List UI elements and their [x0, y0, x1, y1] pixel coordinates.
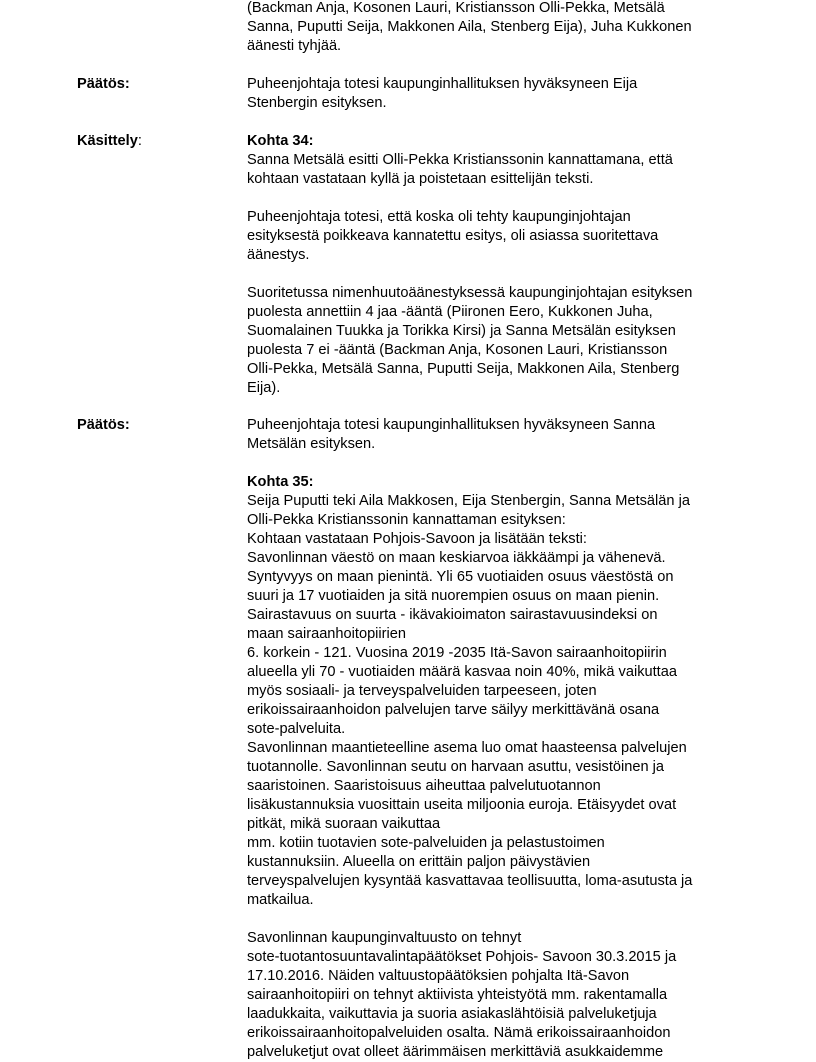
text-line: Suomalainen Tuukka ja Torikka Kirsi) ja Sanna Metsälän esityksen: [247, 323, 676, 339]
text-line: erikoissairaanhoitopalveluiden osalta. Nämä erikoissairaanhoidon: [247, 1025, 671, 1041]
item-35-text: [247, 473, 747, 1062]
text-line: sote-tuotantosuuntavalintapäätökset Pohjois- Savoon 30.3.2015 ja: [247, 949, 677, 965]
text-line: äänestys.: [247, 247, 310, 263]
text-line: pitkät, mikä suoraan vaikuttaa: [247, 816, 441, 832]
text-line: mm. kotiin tuotavien sote-palveluiden ja pelastustoimen: [247, 835, 605, 851]
text-line: Savonlinnan kaupunginvaltuusto on tehnyt: [247, 930, 522, 946]
handling-label: [77, 132, 142, 151]
text-line: Kohtaan vastataan Pohjois-Savoon ja lisätään teksti:: [247, 531, 587, 547]
handling-label-colon: :: [137, 133, 142, 149]
text-line: lisäkustannuksia vuosittain useita miljoonia euroja. Etäisyydet ovat: [247, 797, 677, 813]
text-line: äänesti tyhjää.: [247, 38, 342, 54]
text-line: Savonlinnan väestö on maan keskiarvoa iäkkäämpi ja vähenevä.: [247, 550, 666, 566]
text-line: Syntyvyys on maan pienintä. Yli 65 vuotiaiden osuus väestöstä on: [247, 569, 674, 585]
item-heading-35: Kohta 35:: [247, 474, 314, 490]
text-line: 6. korkein - 121. Vuosina 2019 -2035 Itä-Savon sairaanhoitopiirin: [247, 645, 667, 661]
decision-label: Päätös:: [77, 76, 130, 92]
text-line: Eija).: [247, 380, 281, 396]
text-line: alueella yli 70 - vuotiaiden määrä kasvaa noin 40%, mikä vaikuttaa: [247, 664, 677, 680]
text-line: Olli-Pekka, Metsälä Sanna, Puputti Seija, Makkonen Aila, Stenberg: [247, 361, 680, 377]
text-line: erikoissairaanhoidon palvelujen tarve säilyy merkittävänä osana: [247, 702, 660, 718]
text-line: Seija Puputti teki Aila Makkosen, Eija Stenbergin, Sanna Metsälän ja: [247, 493, 690, 509]
text-line: Olli-Pekka Kristianssonin kannattaman esityksen:: [247, 512, 566, 528]
text-line: kustannuksiin. Alueella on erittäin paljon päivystävien: [247, 854, 591, 870]
text-line: kohtaan vastataan kyllä ja poistetaan esittelijän teksti.: [247, 171, 594, 187]
text-line: Savonlinnan maantieteelline asema luo omat haasteensa palvelujen: [247, 740, 687, 756]
paragraph-gap: [247, 265, 747, 284]
item-heading-34: Kohta 34:: [247, 133, 314, 149]
text-line: saaristoinen. Saaristoisuus aiheuttaa palvelutuotannon: [247, 778, 601, 794]
text-line: Sairastavuus on suurta - ikävakioimaton sairastavuusindeksi on: [247, 607, 658, 623]
decision-label: Päätös:: [77, 417, 130, 433]
text-line: Sanna, Puputti Seija, Makkonen Aila, Stenberg Eija), Juha Kukkonen: [247, 19, 692, 35]
text-line: matkailua.: [247, 892, 314, 908]
decision-text: [247, 75, 747, 113]
text-line: 17.10.2016. Näiden valtuustopäätöksien pohjalta Itä-Savon: [247, 968, 630, 984]
text-line: sairaanhoitopiiri on tehnyt aktiivista yhteistyötä mm. rakentamalla: [247, 987, 668, 1003]
text-line: tuotannolle. Savonlinnan seutu on harvaan asuttu, vesistöinen ja: [247, 759, 665, 775]
text-line: (Backman Anja, Kosonen Lauri, Kristiansson Olli-Pekka, Metsälä: [247, 0, 665, 16]
paragraph-gap: [247, 910, 747, 929]
text-line: Puheenjohtaja totesi kaupunginhallituksen hyväksyneen Sanna: [247, 417, 656, 433]
paragraph-gap: [247, 189, 747, 208]
text-line: esityksestä poikkeava kannatettu esitys, oli asiassa suoritettava: [247, 228, 659, 244]
text-line: Metsälän esityksen.: [247, 436, 376, 452]
text-line: puolesta 7 ei -ääntä (Backman Anja, Kosonen Lauri, Kristiansson: [247, 342, 668, 358]
text-line: suuri ja 17 vuotiaiden ja sitä nuorempien osuus on maan pienin.: [247, 588, 660, 604]
text-line: maan sairaanhoitopiirien: [247, 626, 407, 642]
text-line: puolesta annettiin 4 jaa -ääntä (Piironen Eero, Kukkonen Juha,: [247, 304, 653, 320]
handling-label-text: Käsittely: [77, 133, 138, 149]
intro-text: [247, 0, 747, 56]
text-line: palveluketjut ovat olleet äärimmäisen merkittäviä asukkaidemme: [247, 1044, 664, 1060]
text-line: Puheenjohtaja totesi, että koska oli tehty kaupunginjohtajan: [247, 209, 631, 225]
text-line: myös sosiaali- ja terveyspalveluiden tarpeeseen, joten: [247, 683, 597, 699]
text-line: laadukkaita, vaikuttavia ja suoria asiakaslähtöisiä palveluketjuja: [247, 1006, 657, 1022]
text-line: Puheenjohtaja totesi kaupunginhallituksen hyväksyneen Eija: [247, 76, 638, 92]
text-line: Suoritetussa nimenhuutoäänestyksessä kaupunginjohtajan esityksen: [247, 285, 693, 301]
text-line: Stenbergin esityksen.: [247, 95, 387, 111]
text-line: sote-palveluita.: [247, 721, 346, 737]
handling-text: [247, 132, 747, 398]
text-line: Sanna Metsälä esitti Olli-Pekka Kristianssonin kannattamana, että: [247, 152, 673, 168]
decision-text: [247, 416, 747, 454]
text-line: terveyspalvelujen kysyntää kasvattavaa teollisuutta, loma-asutusta ja: [247, 873, 693, 889]
